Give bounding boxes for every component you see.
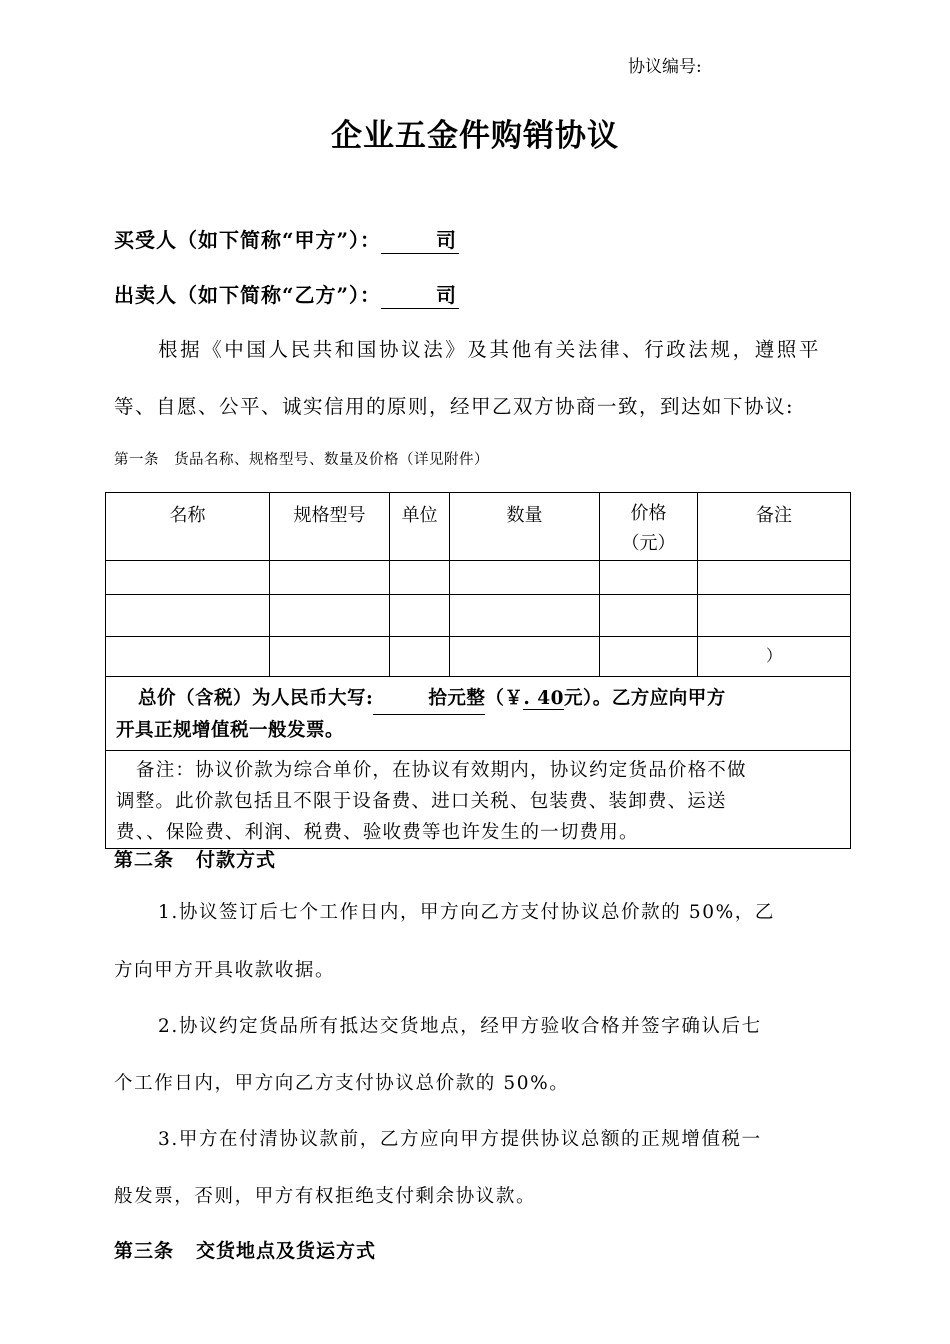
payment-item-2-line-1: 2.协议约定货品所有抵达交货地点，经甲方验收合格并签字确认后七 — [158, 1016, 762, 1037]
total-amount-number: . 40 — [523, 688, 564, 709]
payment-item-3-line-1: 3.甲方在付清协议款前，乙方应向甲方提供协议总额的正规增值税一 — [158, 1129, 762, 1150]
total-line-2: 开具正规增值税一般发票。 — [116, 720, 345, 741]
remark-line-3: 费、、保险费、利润、税费、验收费等也许发生的一切费用。 — [116, 822, 639, 843]
col-remark-header: 备注 — [698, 493, 851, 561]
col-name-header: 名称 — [106, 493, 270, 561]
table-row — [106, 637, 851, 677]
preamble-line-2: 等、自愿、公平、诚实信用的原则，经甲乙双方协商一致，到达如下协议: — [114, 395, 795, 418]
table-header-row — [106, 493, 851, 561]
payment-item-1-line-2: 方向甲方开具收款收据。 — [114, 960, 336, 981]
col-quantity-header: 数量 — [450, 493, 600, 561]
buyer-line — [114, 224, 459, 254]
payment-item-2-line-2: 个工作日内，甲方向乙方支付协议总价款的 50%。 — [114, 1073, 570, 1094]
seller-label: 出卖人（如下简称“乙方”）： — [114, 283, 382, 307]
document-title: 企业五金件购销协议 — [331, 118, 619, 154]
article-2-heading: 第二条 付款方式 — [114, 849, 277, 871]
buyer-label: 买受人（如下简称“甲方”）： — [114, 228, 382, 252]
payment-item-3-line-2: 般发票，否则，甲方有权拒绝支付剩余协议款。 — [114, 1186, 537, 1207]
article-1-heading: 第一条 货品名称、规格型号、数量及价格（详见附件） — [114, 452, 489, 468]
table-row — [106, 561, 851, 595]
remark-row — [106, 751, 851, 849]
table-row — [106, 595, 851, 637]
remark-line-2: 调整。此价款包括且不限于设备费、进口关税、包装费、装卸费、运送 — [116, 791, 727, 812]
seller-value: 司 — [381, 279, 459, 309]
col-price-header: 价格 （元） — [600, 493, 698, 561]
total-amount-words: 拾元整 — [373, 683, 485, 715]
total-row — [106, 677, 851, 751]
preamble-line-1: 根据《中国人民共和国协议法》及其他有关法律、行政法规，遵照平 — [158, 338, 822, 361]
buyer-value: 司 — [381, 224, 459, 254]
goods-table — [105, 492, 851, 849]
seller-line — [114, 279, 459, 309]
remark-line-1: 备注：协议价款为综合单价，在协议有效期内，协议约定货品价格不做 — [136, 760, 747, 781]
last-row-note: ） — [698, 637, 851, 677]
col-spec-header: 规格型号 — [270, 493, 390, 561]
agreement-number-label: 协议编号: — [628, 57, 702, 77]
total-line-1: 总价（含税）为人民币大写: 拾元整（￥. 40元）。乙方应向甲方 — [116, 683, 842, 715]
col-unit-header: 单位 — [390, 493, 450, 561]
payment-item-1-line-1: 1.协议签订后七个工作日内，甲方向乙方支付协议总价款的 50%，乙 — [158, 902, 775, 923]
article-3-heading: 第三条 交货地点及货运方式 — [114, 1240, 377, 1262]
